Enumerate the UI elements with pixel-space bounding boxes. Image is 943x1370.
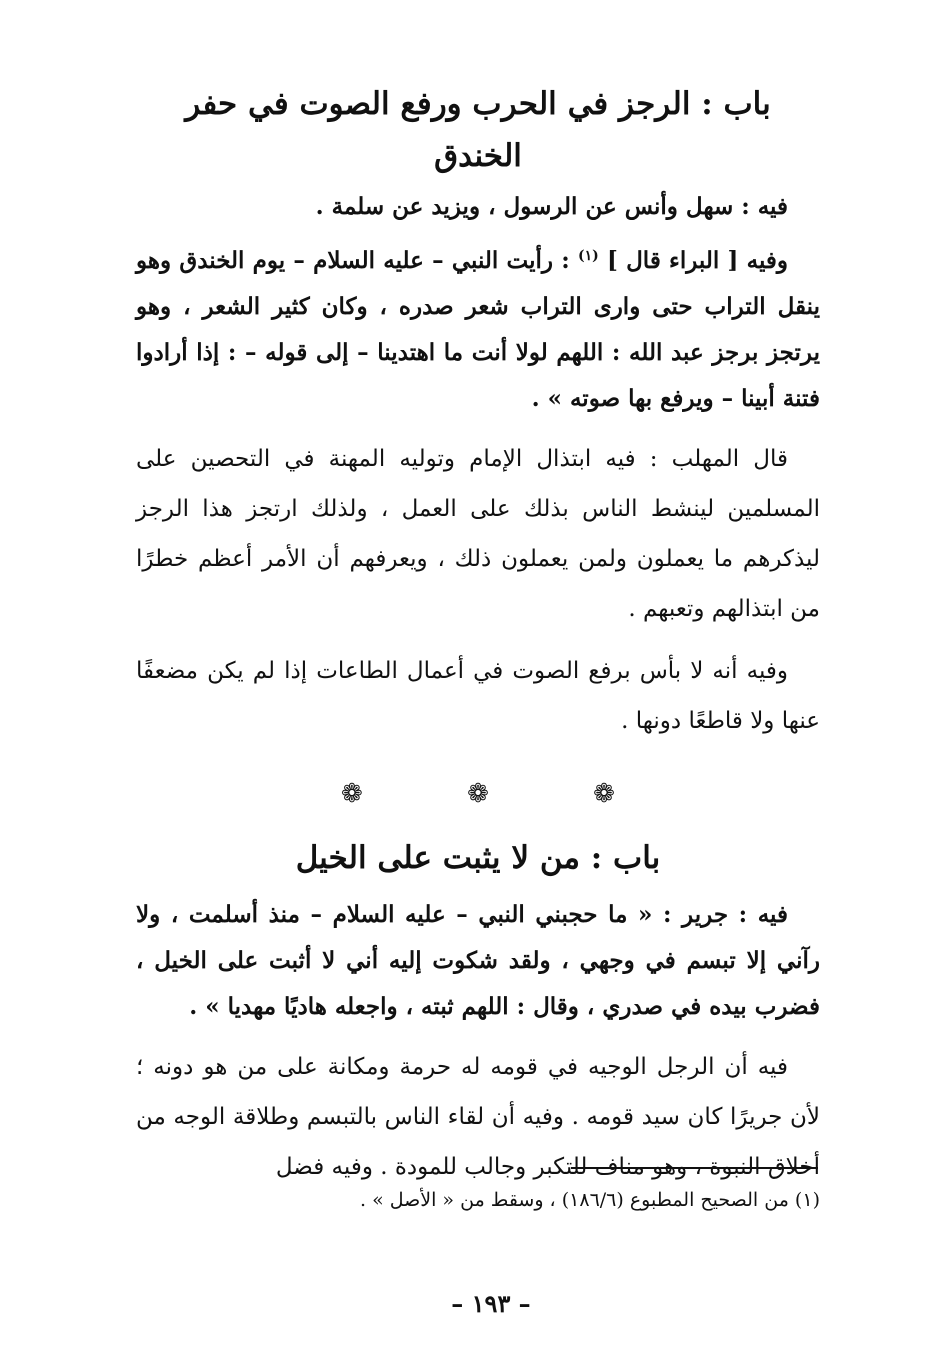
page-number: – ١٩٣ –	[451, 1289, 531, 1318]
page-body	[136, 78, 820, 1204]
section-title-trench-rajaz: باب : الرجز في الحرب ورفع الصوت في حفر الخندق	[185, 86, 771, 174]
narrators-line: فيه : سهل وأنس عن الرسول ، ويزيد عن سلمة .	[315, 193, 788, 220]
hadith-bara-text: : رأيت النبي – عليه السلام – يوم الخندق وهو ينقل التراب حتى وارى التراب شعر صدره ، وكان كثير الشعر ، وهو يرتجز برجز عبد الله : اللهم لولا أنت ما اهتدينا – إلى قوله – : إذا أرادوا فتنة أبينا – ويرفع بها صوته » .	[136, 247, 820, 412]
commentary-muhallab: قال المهلب : فيه ابتذال الإمام وتوليه المهنة في التحصين على المسلمين لينشط الناس بذلك على العمل ، ولذلك ارتجز هذا الرجز ليذكرهم ما يعملون ولمن يعملون ذلك ، ويعرفهم أن الأمر أعظم خطرًا من ابتذالهم وتعبهم .	[136, 446, 820, 622]
commentary-raising-voice: وفيه أنه لا بأس برفع الصوت في أعمال الطاعات إذا لم يكن مضعفًا عنها ولا قاطعًا دونها .	[136, 658, 820, 734]
hadith-bara-opening: وفيه [ البراء قال ]	[606, 247, 788, 274]
commentary-jarir: فيه أن الرجل الوجيه في قومه له حرمة ومكانة على من هو دونه ؛ لأن جريرًا كان سيد قومه . وفيه أن لقاء الناس بالتبسم وطلاقة الوجه من أخلاق النبوة ، وهو مناف للتكبر وجالب للمودة . وفيه فضل	[136, 1054, 820, 1180]
footnote-reference: (١)	[577, 248, 599, 264]
hadith-jarir: فيه : جرير : « ما حجبني النبي – عليه السلام – منذ أسلمت ، ولا رآني إلا تبسم في وجهي ، ولقد شكوت إليه أني لا أثبت على الخيل ، فضرب بيده في صدري ، وقال : اللهم ثبته ، واجعله هاديًا مهديا » .	[136, 901, 820, 1020]
section-separator-ornament: ❁ ❁ ❁	[341, 779, 663, 809]
footnote: (١) من الصحيح المطبوع (١٨٦/٦) ، وسقط من « الأصل » .	[360, 1189, 820, 1211]
footnote-divider	[571, 1167, 818, 1169]
hadith-bara	[136, 238, 820, 422]
section-title-horse: باب : من لا يثبت على الخيل	[295, 840, 661, 876]
